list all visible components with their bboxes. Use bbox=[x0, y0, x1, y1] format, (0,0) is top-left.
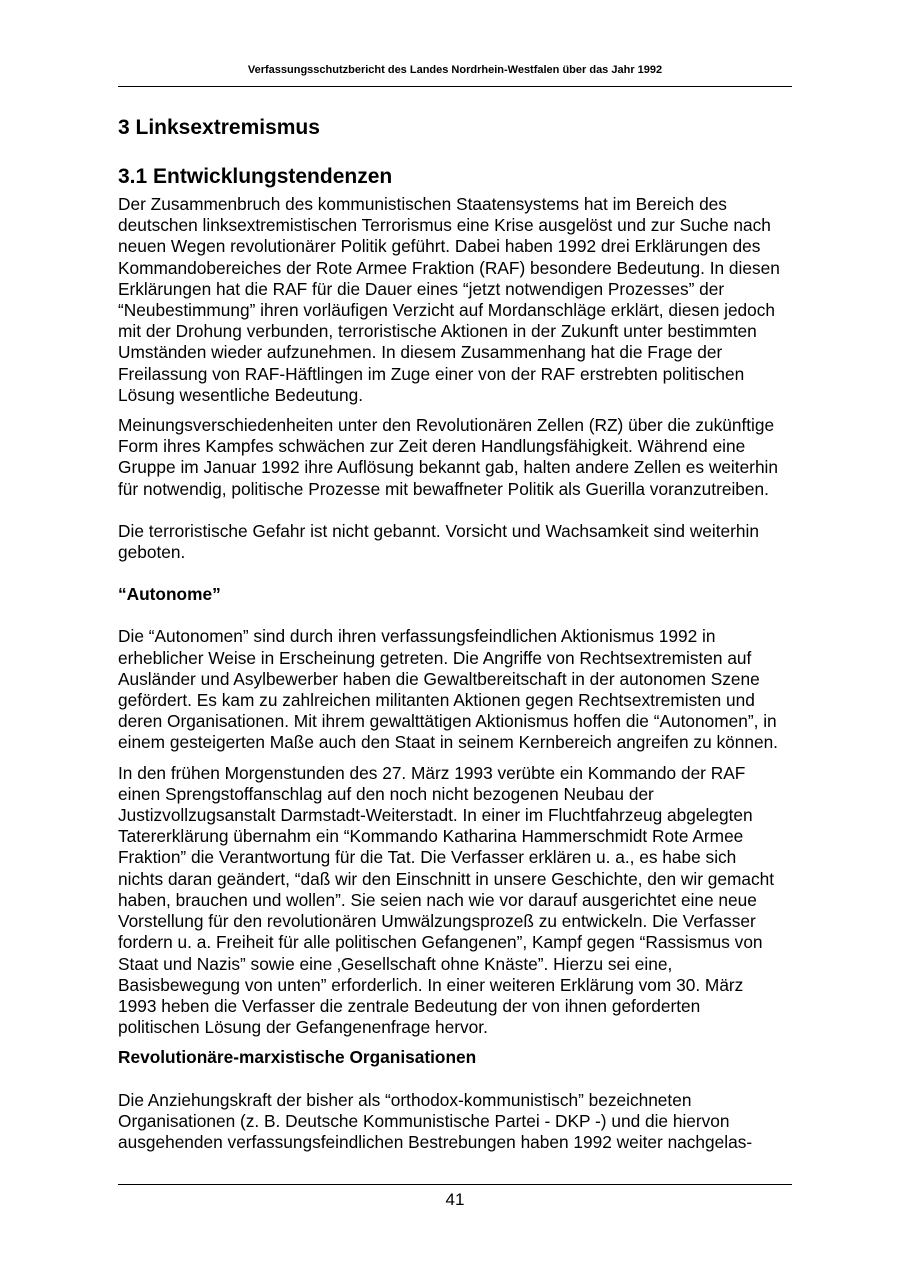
paragraph-anschlag: In den frühen Morgenstunden des 27. März 1993 verübte ein Kommando der RAF einen Sprengstoffanschlag auf den noch nicht bezogenen Neubau der Justizvollzugsanstalt Darmstadt-Weiterstadt. In einer im Fluchtfahrzeug abgelegten Tatererklärung übernahm ein “Kommando Katharina Hammerschmidt Rote Armee Fraktion” die Verantwortung für die Tat. Die Verfasser erklären u. a., es habe sich nichts daran geändert, “daß wir den Einschnitt in unsere Geschichte, den wir gemacht haben, brauchen und wollen”. Sie seien nach wie vor darauf ausgerichtet eine neue Vorstellung für den revolutionären Umwälzungsprozeß zu entwickeln. Die Verfasser fordern u. a. Freiheit für alle politischen Gefangenen”, Kampf gegen “Rassismus von Staat und Nazis” sowie eine ‚Gesellschaft ohne Knäste”. Hierzu sei eine, Basisbewegung von unten” erforderlich. In einer weiteren Erklärung vom 30. März 1993 heben die Verfasser die zentrale Bedeutung der von ihnen geforderten politischen Lösung der Gefangenenfrage hervor. bbox=[118, 762, 775, 1038]
subheading-autonome: “Autonome” bbox=[118, 584, 221, 605]
paragraph-gefahr: Die terroristische Gefahr ist nicht gebannt. Vorsicht und Wachsamkeit sind weiterhin geboten. bbox=[118, 520, 759, 563]
header-rule bbox=[118, 86, 792, 87]
paragraph-organisationen: Die Anziehungskraft der bisher als “orthodox-kommunistisch” bezeichneten Organisationen (z. B. Deutsche Kommunistische Partei - DKP -) und die hiervon ausgehenden verfassungsfeindlichen Bestrebungen haben 1992 weiter nachgelas- bbox=[118, 1089, 753, 1152]
chapter-title: 3 Linksextremismus bbox=[118, 116, 320, 139]
section-title: 3.1 Entwicklungstendenzen bbox=[118, 165, 393, 188]
paragraph-rz: Meinungsverschiedenheiten unter den Revolutionären Zellen (RZ) über die zukünftige Form ihres Kampfes schwächen zur Zeit deren Handlungsfähigkeit. Während eine Gruppe im Januar 1992 ihre Auflösung bekannt gab, halten andere Zellen es weiterhin für notwendig, politische Prozesse mit bewaffneter Politik als Guerilla voranzutreiben. bbox=[118, 415, 779, 499]
paragraph-raf: Der Zusammenbruch des kommunistischen Staatensystems hat im Bereich des deutschen linksextremistischen Terrorismus eine Krise ausgelöst und zur Suche nach neuen Wegen revolutionärer Politik geführt. Dabei haben 1992 drei Erklärungen des Kommandobereiches der Rote Armee Fraktion (RAF) besondere Bedeutung. In diesen Erklärungen hat die RAF für die Dauer eines “jetzt notwendigen Prozesses” der “Neubestimmung” ihren vorläufigen Verzicht auf Mordanschläge erklärt, diesen jedoch mit der Drohung verbunden, terroristische Aktionen in der Zukunft unter bestimmten Umständen wieder aufzunehmen. In diesem Zusammenhang hat die Frage der Freilassung von RAF-Häftlingen im Zuge einer von der RAF erstrebten politischen Lösung wesentliche Bedeutung. bbox=[118, 194, 780, 405]
running-header: Verfassungsschutzbericht des Landes Nordrhein-Westfalen über das Jahr 1992 bbox=[247, 64, 663, 76]
subheading-revolutionaer: Revolutionäre-marxistische Organisationen bbox=[118, 1047, 477, 1068]
footer-rule bbox=[118, 1184, 792, 1185]
page-number: 41 bbox=[445, 1190, 465, 1209]
paragraph-autonome: Die “Autonomen” sind durch ihren verfassungsfeindlichen Aktionismus 1992 in erheblicher Weise in Erscheinung getreten. Die Angriffe von Rechtsextremisten auf Ausländer und Asylbewerber haben die Gewaltbereitschaft in der autonomen Szene gefördert. Es kam zu zahlreichen militanten Aktionen gegen Rechtsextremisten und deren Organisationen. Mit ihrem gewalttätigen Aktionismus hoffen die “Autonomen”, in einem gesteigerten Maße auch den Staat in seinem Kernbereich angreifen zu können. bbox=[118, 626, 778, 753]
page-body bbox=[118, 114, 781, 1153]
